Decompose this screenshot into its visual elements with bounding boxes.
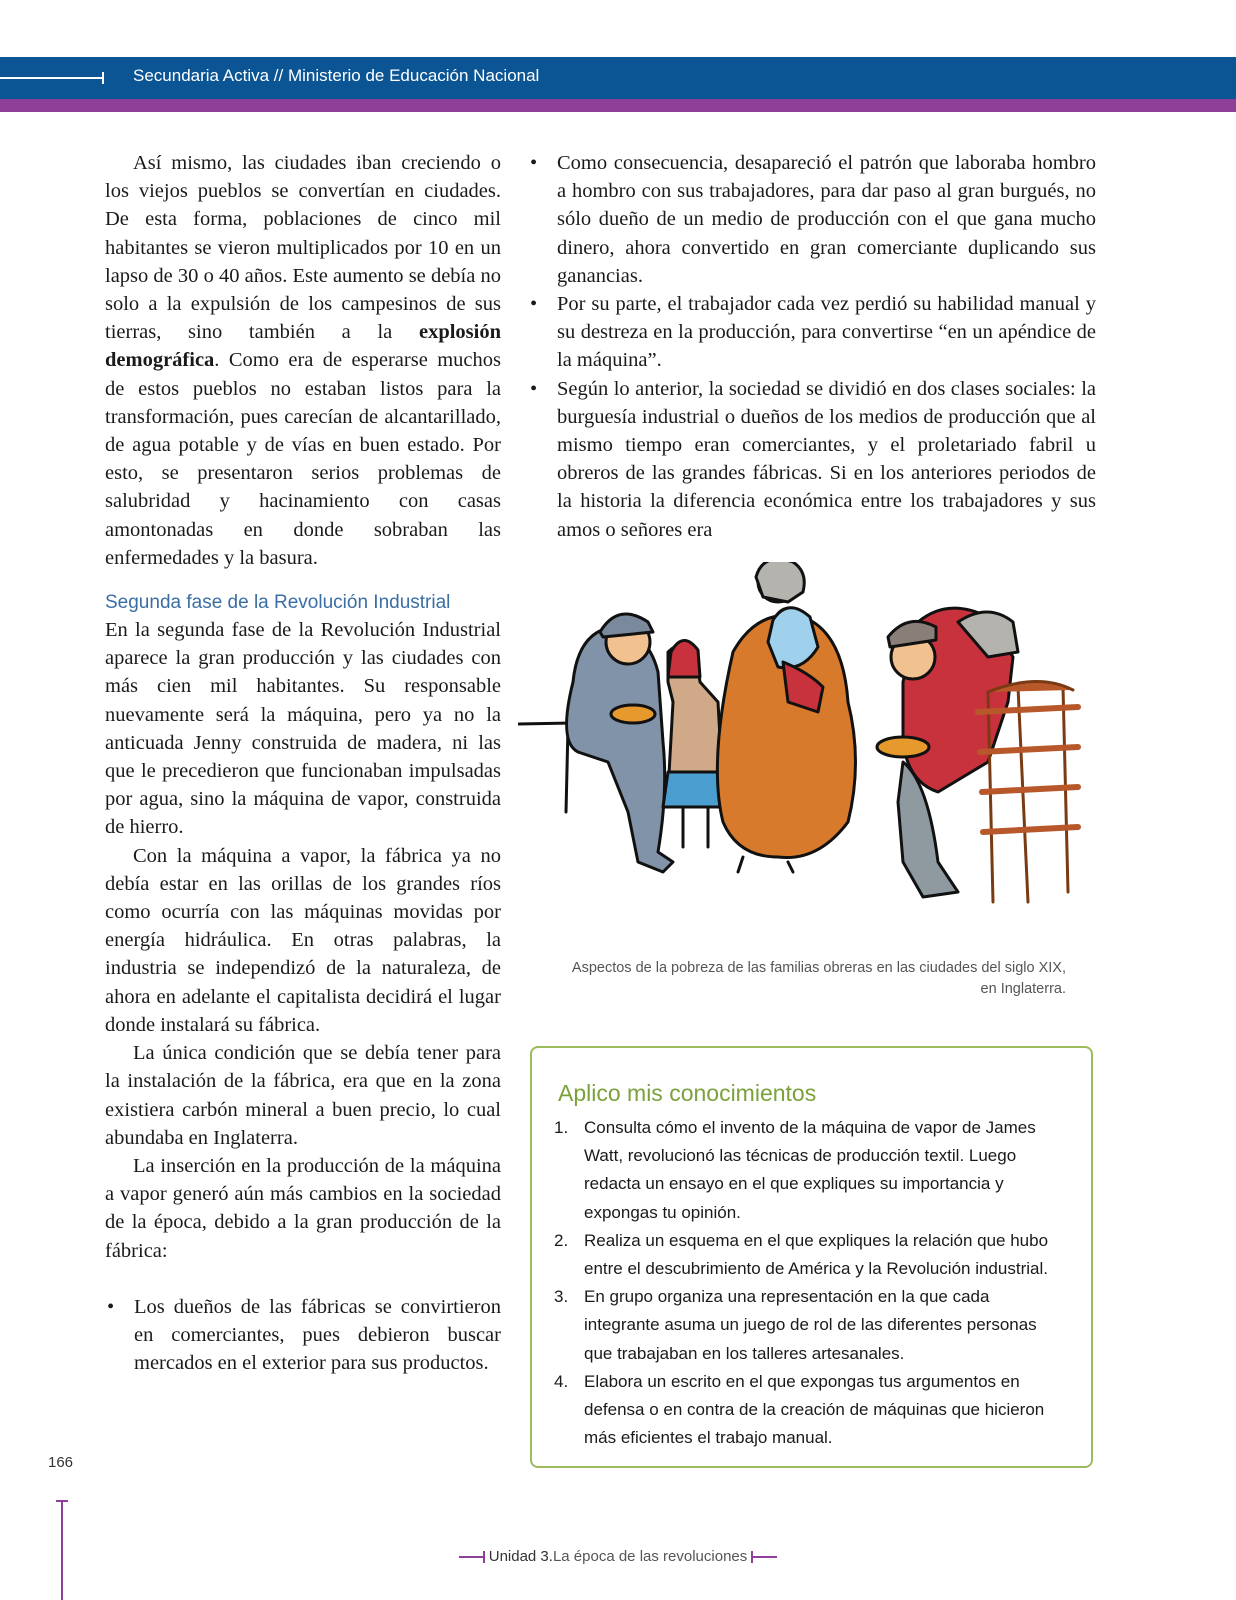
bullet-list-right xyxy=(528,149,1096,544)
activity-title: Aplico mis conocimientos xyxy=(558,1080,817,1106)
list-item: • Como consecuencia, desapareció el patrón que laboraba hombro a hombro con sus trabajadores, para dar paso al gran burgués, no sólo dueño de un medio de producción con el que gana mucho dinero, ahora convertido en gran comerciante duplicando sus ganancias. xyxy=(528,149,1096,290)
margin-rule-tick xyxy=(56,1500,68,1502)
header-title: Secundaria Activa // Ministerio de Educación Nacional xyxy=(133,66,540,85)
paragraph-coal: La única condición que se debía tener para la instalación de la fábrica, era que en la zona existiera carbón mineral a buen precio, lo cual abundaba en Inglaterra. xyxy=(105,1042,501,1149)
activity-box xyxy=(530,1046,1093,1468)
list-item: 3. En grupo organiza una representación en la que cada integrante asuma un juego de rol de las diferentes personas que trabajaban en los talleres artesanales. xyxy=(554,1287,1037,1363)
left-column xyxy=(105,149,501,1377)
footer-title: La época de las revoluciones xyxy=(552,1548,748,1565)
footer xyxy=(0,1548,1236,1565)
page-number: 166 xyxy=(48,1454,74,1471)
paragraph-changes: La inserción en la producción de la máquina a vapor generó aún más cambios en la sociedad de la época, debido a la gran producción de la fábrica: xyxy=(105,1154,501,1262)
list-item: • Según lo anterior, la sociedad se dividió en dos clases sociales: la burguesía industrial o dueños de los medios de producción que al mismo tiempo eran comerciantes, y el proletariado fabril u obreros de las grandes fábricas. Si en los anteriores periodos de la historia la diferencia económica entre los trabajadores y sus amos o señores era xyxy=(528,375,1096,544)
header-stripe xyxy=(0,99,1236,112)
footer-unit: Unidad 3. xyxy=(488,1548,553,1565)
bold-term: explosión demográfica xyxy=(105,321,501,372)
paragraph-cities: Así mismo, las ciudades iban creciendo o los viejos pueblos se convertían en ciudades. De esta forma, poblaciones de cinco mil habitantes se vieron multiplicados por 10 en un lapso de 30 o 40 años. Este aumento se debía no solo a la expulsión de los campesinos de sus tierras, sino también a la explosión demográfica. Como era de esperarse muchos de estos pueblos no estaban listos para la transformación, pues carecían de alcantarillado, de agua potable y de vías en buen estado. Por esto, se presentaron serios problemas de salubridad y hacinamiento con casas amontonadas en donde sobraban las enfermedades y la basura. xyxy=(105,152,501,569)
header-rule-tick xyxy=(102,72,104,84)
paragraph-steam-machine: Con la máquina a vapor, la fábrica ya no debía estar en las orillas de los grandes ríos como ocurría con las máquinas movidas por energía hidráulica. En otras palabras, la industria se independizó de la naturaleza, de ahora en adelante el capitalista decidirá el lugar donde instalará su fábrica. xyxy=(105,844,501,1036)
activity-list xyxy=(546,1114,1066,1452)
section-heading: Segunda fase de la Revolución Industrial xyxy=(105,592,451,614)
list-item: • Los dueños de las fábricas se convirtieron en comerciantes, pues debieron buscar mercados en el exterior para sus productos. xyxy=(105,1293,501,1378)
paragraph-second-phase: En la segunda fase de la Revolución Industrial aparece la gran producción y las ciudades con más cien mil habitantes. Su responsable nuevamente será la máquina, pero ya no la anticuada Jenny construida de madera, ni las que le precedieron que funcionaban impulsadas por agua, sino la máquina de vapor, construida de hierro. xyxy=(105,619,501,839)
list-item: • Por su parte, el trabajador cada vez perdió su habilidad manual y su destreza en la producción, para convertirse “en un apéndice de la máquina”. xyxy=(528,290,1096,375)
right-column xyxy=(528,149,1096,544)
header-rule xyxy=(0,77,104,79)
list-item: 2. Realiza un esquema en el que expliques la relación que hubo entre el descubrimiento de América y la Revolución industrial. xyxy=(554,1230,1049,1279)
figure-caption: Aspectos de la pobreza de las familias obreras en las ciudades del siglo XIX, en Inglaterra. xyxy=(571,960,1066,997)
illustration-poor-family xyxy=(518,562,1100,934)
bullet-list-left xyxy=(105,1293,501,1378)
list-item: 4. Elabora un escrito en el que expongas tus argumentos en defensa o en contra de la creación de máquinas que hicieron más eficientes el trabajo manual. xyxy=(554,1371,1045,1448)
list-item: 1. Consulta cómo el invento de la máquina de vapor de James Watt, revolucionó las técnicas de producción textil. Luego redacta un ensayo en el que expliques su importancia y expongas tu opinión. xyxy=(554,1118,1036,1222)
